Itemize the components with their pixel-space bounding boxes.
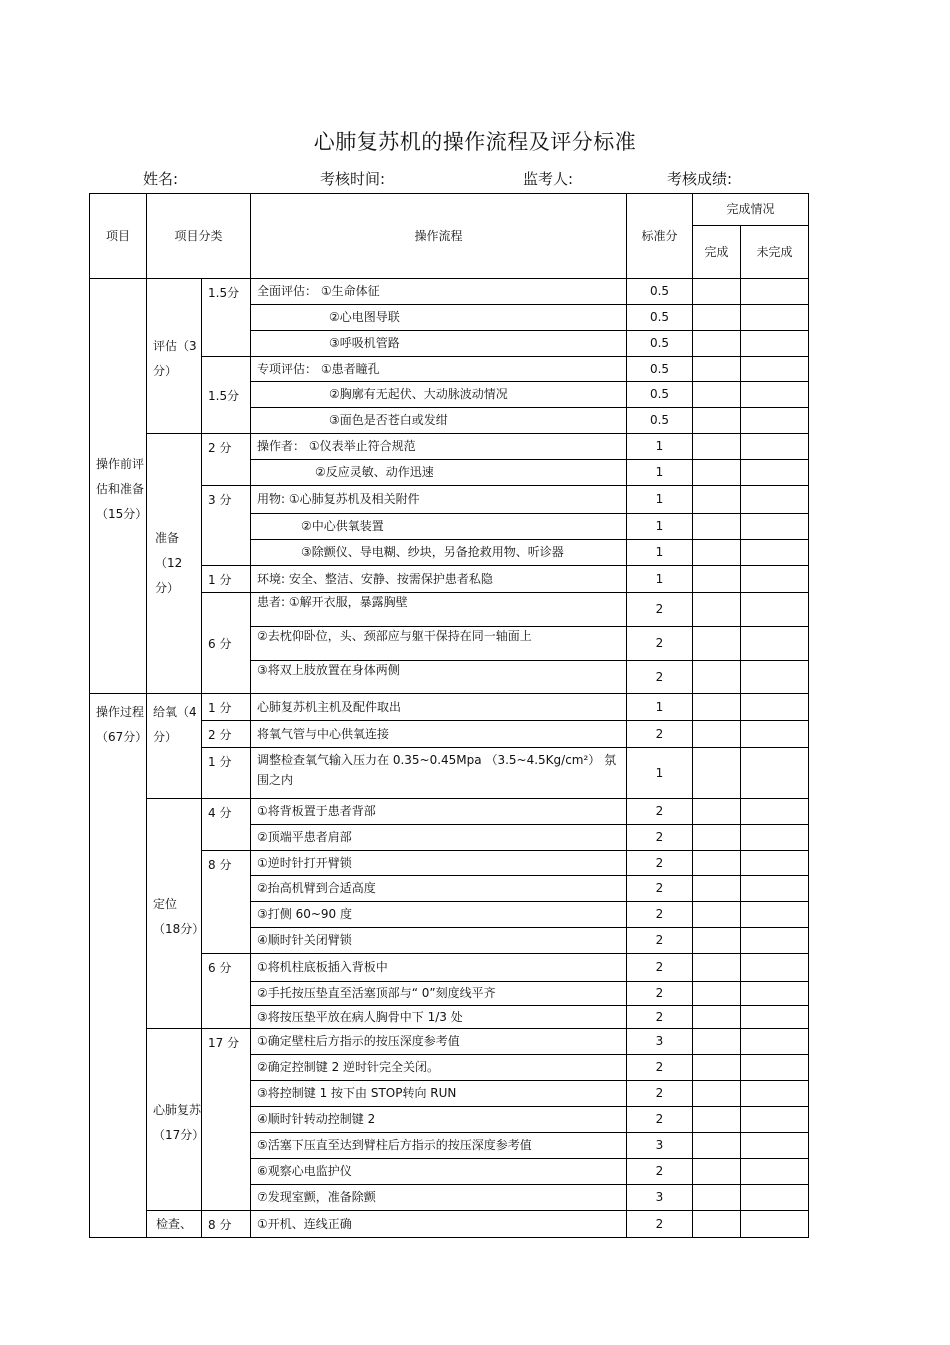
done-cell[interactable]: [693, 382, 741, 408]
done-cell[interactable]: [693, 305, 741, 331]
procedure-text: 全面评估： ①生命体征: [251, 279, 627, 305]
done-cell[interactable]: [693, 1081, 741, 1107]
subscore: 1 分: [202, 748, 251, 799]
standard-score: 2: [627, 825, 693, 851]
header-item: 项目: [90, 194, 147, 279]
standard-score: 2: [627, 1159, 693, 1185]
procedure-text: ①确定壁柱后方指示的按压深度参考值: [251, 1029, 627, 1055]
procedure-text: 将氧气管与中心供氧连接: [251, 721, 627, 748]
subscore: 1 分: [202, 566, 251, 593]
done-cell[interactable]: [693, 408, 741, 434]
procedure-text: ④顺时针转动控制键 2: [251, 1107, 627, 1133]
done-cell[interactable]: [693, 1107, 741, 1133]
not-done-cell[interactable]: [741, 982, 809, 1006]
subscore: 1 分: [202, 694, 251, 721]
not-done-cell[interactable]: [741, 748, 809, 799]
done-cell[interactable]: [693, 593, 741, 627]
not-done-cell[interactable]: [741, 1081, 809, 1107]
section-operation-label: 操作过程（67分）: [90, 694, 147, 1238]
procedure-text: ②胸廓有无起伏、大动脉波动情况: [251, 382, 627, 408]
not-done-cell[interactable]: [741, 514, 809, 540]
subscore: 1.5分: [202, 279, 251, 357]
category-oxygen: 给氧（4分）: [147, 694, 202, 799]
done-cell[interactable]: [693, 1006, 741, 1029]
procedure-text: ③将双上肢放置在身体两侧: [251, 661, 627, 694]
scoring-table: [89, 193, 809, 1238]
procedure-text: ③打侧 60~90 度: [251, 902, 627, 928]
standard-score: 3: [627, 1185, 693, 1211]
not-done-cell[interactable]: [741, 1133, 809, 1159]
header-category: 项目分类: [147, 194, 251, 279]
procedure-text: 调整检查氧气输入压力在 0.35~0.45Mpa （3.5~4.5Kg/cm²） 氛围之内: [251, 748, 627, 799]
standard-score: 2: [627, 1055, 693, 1081]
done-cell[interactable]: [693, 279, 741, 305]
examiner-label: 监考人:: [523, 170, 574, 188]
procedure-text: ④顺时针关闭臂锁: [251, 928, 627, 954]
done-cell[interactable]: [693, 721, 741, 748]
subscore: 6 分: [202, 593, 251, 694]
done-cell[interactable]: [693, 982, 741, 1006]
header-standard: 标准分: [627, 194, 693, 279]
exam-score-label: 考核成绩:: [667, 170, 733, 188]
not-done-cell[interactable]: [741, 721, 809, 748]
done-cell[interactable]: [693, 799, 741, 825]
subscore: 8 分: [202, 1211, 251, 1238]
not-done-cell[interactable]: [741, 799, 809, 825]
done-cell[interactable]: [693, 1029, 741, 1055]
not-done-cell[interactable]: [741, 876, 809, 902]
standard-score: 3: [627, 1133, 693, 1159]
not-done-cell[interactable]: [741, 357, 809, 382]
standard-score: 2: [627, 851, 693, 876]
table-row: [90, 799, 809, 825]
subscore: 4 分: [202, 799, 251, 851]
done-cell[interactable]: [693, 434, 741, 460]
not-done-cell[interactable]: [741, 1055, 809, 1081]
done-cell[interactable]: [693, 486, 741, 514]
procedure-text: ③将按压垫平放在病人胸骨中下 1/3 处: [251, 1006, 627, 1029]
standard-score: 1: [627, 460, 693, 486]
not-done-cell[interactable]: [741, 902, 809, 928]
standard-score: 0.5: [627, 279, 693, 305]
not-done-cell[interactable]: [741, 540, 809, 566]
done-cell[interactable]: [693, 954, 741, 982]
not-done-cell[interactable]: [741, 851, 809, 876]
not-done-cell[interactable]: [741, 434, 809, 460]
done-cell[interactable]: [693, 851, 741, 876]
procedure-text: ③将控制键 1 按下由 STOP转向 RUN: [251, 1081, 627, 1107]
done-cell[interactable]: [693, 876, 741, 902]
exam-time-label: 考核时间:: [320, 170, 386, 188]
not-done-cell[interactable]: [741, 408, 809, 434]
done-cell[interactable]: [693, 357, 741, 382]
standard-score: 0.5: [627, 305, 693, 331]
name-label: 姓名:: [143, 170, 179, 188]
procedure-text: ⑦发现室颤，准备除颤: [251, 1185, 627, 1211]
not-done-cell[interactable]: [741, 460, 809, 486]
subscore: 2 分: [202, 721, 251, 748]
standard-score: 2: [627, 1081, 693, 1107]
procedure-text: ②心电图导联: [251, 305, 627, 331]
standard-score: 2: [627, 799, 693, 825]
category-cpr: 心肺复苏（17分）: [147, 1029, 202, 1211]
not-done-cell[interactable]: [741, 331, 809, 357]
not-done-cell[interactable]: [741, 566, 809, 593]
done-cell[interactable]: [693, 1055, 741, 1081]
done-cell[interactable]: [693, 694, 741, 721]
standard-score: 2: [627, 954, 693, 982]
subscore: 17 分: [202, 1029, 251, 1211]
not-done-cell[interactable]: [741, 1211, 809, 1238]
done-cell[interactable]: [693, 627, 741, 661]
standard-score: 1: [627, 748, 693, 799]
standard-score: 0.5: [627, 331, 693, 357]
done-cell[interactable]: [693, 902, 741, 928]
done-cell[interactable]: [693, 566, 741, 593]
not-done-cell[interactable]: [741, 627, 809, 661]
category-check: 检查、: [147, 1211, 202, 1238]
not-done-cell[interactable]: [741, 305, 809, 331]
not-done-cell[interactable]: [741, 694, 809, 721]
procedure-text: ①将机柱底板插入背板中: [251, 954, 627, 982]
procedure-text: ①逆时针打开臂锁: [251, 851, 627, 876]
not-done-cell[interactable]: [741, 1185, 809, 1211]
not-done-cell[interactable]: [741, 1029, 809, 1055]
procedure-text: ⑥观察心电监护仪: [251, 1159, 627, 1185]
done-cell[interactable]: [693, 460, 741, 486]
procedure-text: ②去枕仰卧位，头、颈部应与躯干保持在同一轴面上: [251, 627, 627, 661]
standard-score: 2: [627, 982, 693, 1006]
done-cell[interactable]: [693, 1211, 741, 1238]
not-done-cell[interactable]: [741, 486, 809, 514]
header-done: 完成: [693, 226, 741, 279]
category-positioning: 定位（18分）: [147, 799, 202, 1029]
procedure-text: ③除颤仪、导电糊、纱块，另备抢救用物、听诊器: [251, 540, 627, 566]
standard-score: 2: [627, 876, 693, 902]
standard-score: 2: [627, 1107, 693, 1133]
procedure-text: 专项评估： ①患者瞳孔: [251, 357, 627, 382]
standard-score: 1: [627, 486, 693, 514]
not-done-cell[interactable]: [741, 382, 809, 408]
category-preparation: 准备（12分）: [147, 434, 202, 694]
table-row: [90, 694, 809, 721]
done-cell[interactable]: [693, 825, 741, 851]
standard-score: 2: [627, 928, 693, 954]
header-not-done: 未完成: [741, 226, 809, 279]
not-done-cell[interactable]: [741, 593, 809, 627]
not-done-cell[interactable]: [741, 661, 809, 694]
procedure-text: ②中心供氧装置: [251, 514, 627, 540]
procedure-text: ②抬高机臂到合适高度: [251, 876, 627, 902]
done-cell[interactable]: [693, 331, 741, 357]
standard-score: 0.5: [627, 357, 693, 382]
section-prep-label: 操作前评估和准备（15分）: [90, 279, 147, 694]
standard-score: 1: [627, 694, 693, 721]
procedure-text: ②顶端平患者肩部: [251, 825, 627, 851]
done-cell[interactable]: [693, 928, 741, 954]
standard-score: 1: [627, 514, 693, 540]
standard-score: 2: [627, 902, 693, 928]
procedure-text: 环境: 安全、整洁、安静、按需保护患者私隐: [251, 566, 627, 593]
subscore: 1.5分: [202, 357, 251, 434]
procedure-text: ①将背板置于患者背部: [251, 799, 627, 825]
procedure-text: ②反应灵敏、动作迅速: [251, 460, 627, 486]
not-done-cell[interactable]: [741, 1006, 809, 1029]
subscore: 3 分: [202, 486, 251, 566]
standard-score: 1: [627, 566, 693, 593]
not-done-cell[interactable]: [741, 279, 809, 305]
standard-score: 2: [627, 661, 693, 694]
procedure-text: ③呼吸机管路: [251, 331, 627, 357]
category-assessment: 评估（3分）: [147, 279, 202, 434]
not-done-cell[interactable]: [741, 928, 809, 954]
table-row: [90, 1211, 809, 1238]
standard-score: 2: [627, 1006, 693, 1029]
done-cell[interactable]: [693, 1133, 741, 1159]
subscore: 6 分: [202, 954, 251, 1029]
procedure-text: ⑤活塞下压直至达到臂柱后方指示的按压深度参考值: [251, 1133, 627, 1159]
done-cell[interactable]: [693, 540, 741, 566]
procedure-text: ③面色是否苍白或发绀: [251, 408, 627, 434]
done-cell[interactable]: [693, 1185, 741, 1211]
page-title: 心肺复苏机的操作流程及评分标准: [313, 130, 637, 154]
procedure-text: 心肺复苏机主机及配件取出: [251, 694, 627, 721]
procedure-text: 操作者： ①仪表举止符合规范: [251, 434, 627, 460]
standard-score: 2: [627, 1211, 693, 1238]
not-done-cell[interactable]: [741, 1159, 809, 1185]
standard-score: 1: [627, 434, 693, 460]
procedure-text: ②手托按压垫直至活塞顶部与“ 0”刻度线平齐: [251, 982, 627, 1006]
standard-score: 0.5: [627, 408, 693, 434]
not-done-cell[interactable]: [741, 1107, 809, 1133]
header-completion: 完成情况: [693, 194, 809, 226]
table-row: [90, 279, 809, 305]
not-done-cell[interactable]: [741, 954, 809, 982]
subscore: 8 分: [202, 851, 251, 954]
procedure-text: 患者: ①解开衣服，暴露胸壁: [251, 593, 627, 627]
procedure-text: ②确定控制键 2 逆时针完全关闭。: [251, 1055, 627, 1081]
done-cell[interactable]: [693, 661, 741, 694]
not-done-cell[interactable]: [741, 825, 809, 851]
header-procedure: 操作流程: [251, 194, 627, 279]
header-row: [90, 194, 809, 226]
table-row: [90, 434, 809, 460]
subscore: 2 分: [202, 434, 251, 486]
standard-score: 2: [627, 721, 693, 748]
done-cell[interactable]: [693, 514, 741, 540]
standard-score: 2: [627, 627, 693, 661]
done-cell[interactable]: [693, 1159, 741, 1185]
table-row: [90, 1029, 809, 1055]
standard-score: 2: [627, 593, 693, 627]
standard-score: 0.5: [627, 382, 693, 408]
done-cell[interactable]: [693, 748, 741, 799]
standard-score: 1: [627, 540, 693, 566]
standard-score: 3: [627, 1029, 693, 1055]
procedure-text: ①开机、连线正确: [251, 1211, 627, 1238]
procedure-text: 用物: ①心肺复苏机及相关附件: [251, 486, 627, 514]
